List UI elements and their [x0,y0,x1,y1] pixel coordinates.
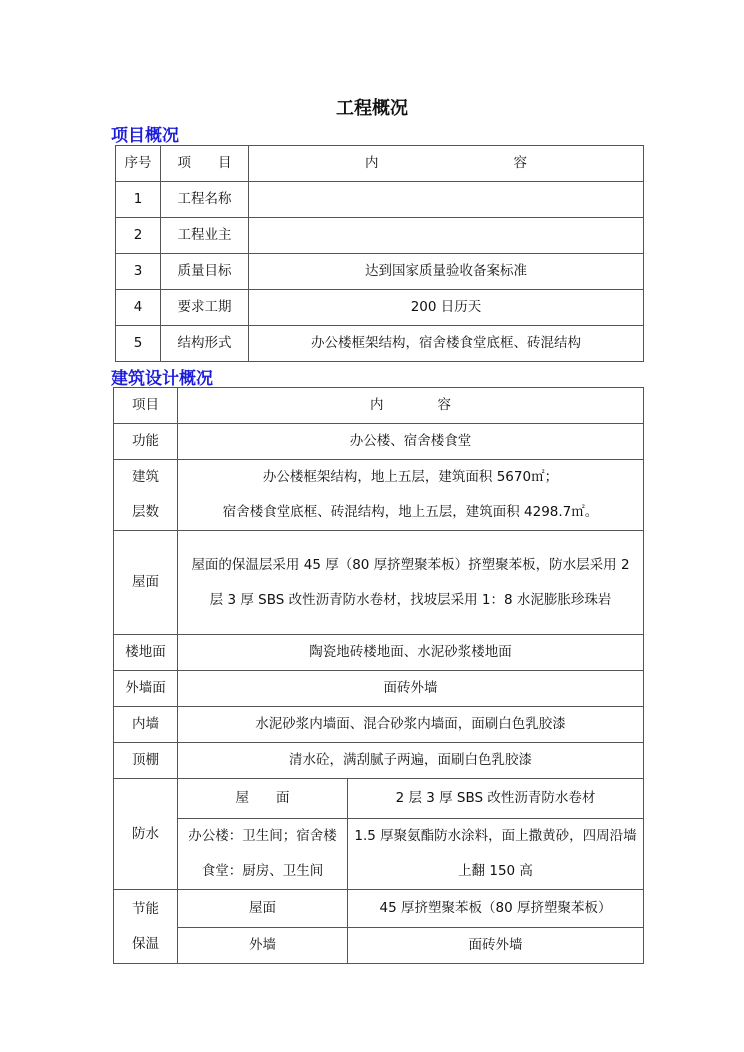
table-row [114,635,644,671]
row-label: 内墙 [114,707,178,743]
table-row [114,779,644,819]
table-row [114,928,644,964]
table-row [114,460,644,531]
sub-part: 屋 面 [178,779,348,819]
table-row [116,182,644,218]
content-line: 宿舍楼食堂底框、砖混结构，地上五层，建筑面积 4298.7㎡。 [222,504,599,520]
content-line: 办公楼框架结构，地上五层，建筑面积 5670㎡； [262,469,559,485]
row-content [249,182,644,218]
table-row [116,254,644,290]
sub-part: 办公楼：卫生间；宿舍楼食堂：厨房、卫生间 [178,819,348,890]
header-item: 项目 [114,388,178,424]
row-no: 5 [116,326,161,362]
row-item: 工程名称 [161,182,249,218]
row-label: 功能 [114,424,178,460]
header-content: 内 容 [178,388,644,424]
project-overview-table [115,145,644,362]
row-content [249,218,644,254]
row-content [178,460,644,531]
row-content: 清水砼，满刮腻子两遍，面刷白色乳胶漆 [178,743,644,779]
row-item: 结构形式 [161,326,249,362]
row-label: 屋面 [114,531,178,635]
table-row [114,819,644,890]
table-row [114,531,644,635]
row-content: 办公楼、宿舍楼食堂 [178,424,644,460]
row-label [114,890,178,964]
table-row [114,890,644,928]
row-content: 陶瓷地砖楼地面、水泥砂浆楼地面 [178,635,644,671]
row-content: 200 日历天 [249,290,644,326]
table-row [116,326,644,362]
row-no: 1 [116,182,161,218]
row-label: 顶棚 [114,743,178,779]
row-label: 外墙面 [114,671,178,707]
header-item: 项 目 [161,146,249,182]
table-header-row [116,146,644,182]
table-row [116,290,644,326]
label-line: 保温 [132,935,159,952]
table-row [114,671,644,707]
row-content: 办公楼框架结构，宿舍楼食堂底框、砖混结构 [249,326,644,362]
row-label: 防水 [114,779,178,890]
sub-content: 面砖外墙 [348,928,644,964]
table-row [114,707,644,743]
row-label: 楼地面 [114,635,178,671]
header-content: 内 容 [249,146,644,182]
section-heading-architecture-design: 建筑设计概况 [111,369,213,389]
architecture-design-table [113,387,644,964]
row-content: 屋面的保温层采用 45 厚（80 厚挤塑聚苯板）挤塑聚苯板，防水层采用 2 层 3 厚 SBS 改性沥青防水卷材，找坡层采用 1：8 水泥膨胀珍珠岩 [178,531,644,635]
table-header-row [114,388,644,424]
row-content: 面砖外墙 [178,671,644,707]
table-row [114,424,644,460]
row-label [114,460,178,531]
row-no: 3 [116,254,161,290]
row-content: 达到国家质量验收备案标准 [249,254,644,290]
label-line: 节能 [132,900,159,917]
label-line: 建筑 [132,469,159,485]
document-title: 工程概况 [336,98,408,119]
row-item: 工程业主 [161,218,249,254]
table-row [116,218,644,254]
row-no: 2 [116,218,161,254]
row-item: 要求工期 [161,290,249,326]
label-line: 层数 [132,504,159,520]
sub-content: 1.5 厚聚氨酯防水涂料，面上撒黄砂，四周沿墙上翻 150 高 [348,819,644,890]
sub-part: 外墙 [178,928,348,964]
row-item: 质量目标 [161,254,249,290]
header-no: 序号 [116,146,161,182]
table-row [114,743,644,779]
section-heading-project-overview: 项目概况 [111,126,179,146]
row-content: 水泥砂浆内墙面、混合砂浆内墙面，面刷白色乳胶漆 [178,707,644,743]
row-no: 4 [116,290,161,326]
sub-content: 2 层 3 厚 SBS 改性沥青防水卷材 [348,779,644,819]
sub-content: 45 厚挤塑聚苯板（80 厚挤塑聚苯板） [348,890,644,928]
sub-part: 屋面 [178,890,348,928]
